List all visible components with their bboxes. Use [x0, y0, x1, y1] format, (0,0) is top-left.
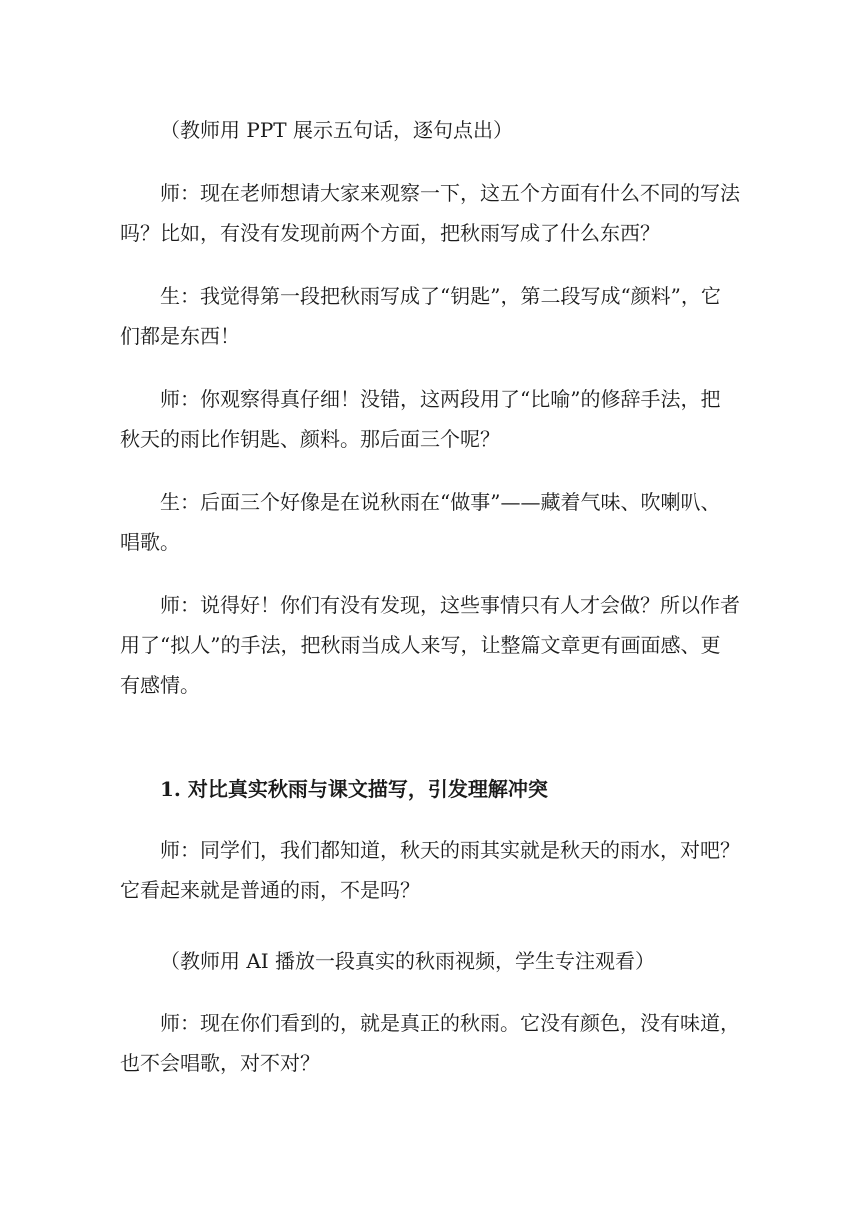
stage-direction-video: （教师用 AI 播放一段真实的秋雨视频，学生专注观看） — [160, 949, 656, 973]
stage-direction-ppt: （教师用 PPT 展示五句话，逐句点出） — [160, 118, 513, 142]
student-line-doing-things: 生：后面三个好像是在说秋雨在“做事”——藏着气味、吹喇叭、唱歌。 — [120, 490, 721, 554]
teacher-line-metaphor: 师：你观察得真仔细！没错，这两段用了“比喻”的修辞手法，把秋天的雨比作钥匙、颜料。那后面三个呢？ — [120, 387, 721, 451]
teacher-line-observe: 师：现在老师想请大家来观察一下，这五个方面有什么不同的写法吗？比如，有没有发现前两个方面，把秋雨写成了什么东西？ — [120, 181, 740, 245]
student-line-key-paint: 生：我觉得第一段把秋雨写成了“钥匙”，第二段写成“颜料”，它们都是东西！ — [120, 284, 721, 348]
teacher-line-no-color: 师：现在你们看到的，就是真正的秋雨。它没有颜色，没有味道，也不会唱歌，对不对？ — [120, 1011, 740, 1075]
section-heading: 1. 对比真实秋雨与课文描写，引发理解冲突 — [160, 777, 548, 801]
teacher-line-personification: 师：说得好！你们有没有发现，这些事情只有人才会做？所以作者用了“拟人”的手法，把秋雨当成人来写，让整篇文章更有画面感、更有感情。 — [120, 593, 740, 697]
teacher-line-real-rain: 师：同学们，我们都知道，秋天的雨其实就是秋天的雨水，对吧？它看起来就是普通的雨，不是吗？ — [120, 838, 740, 902]
